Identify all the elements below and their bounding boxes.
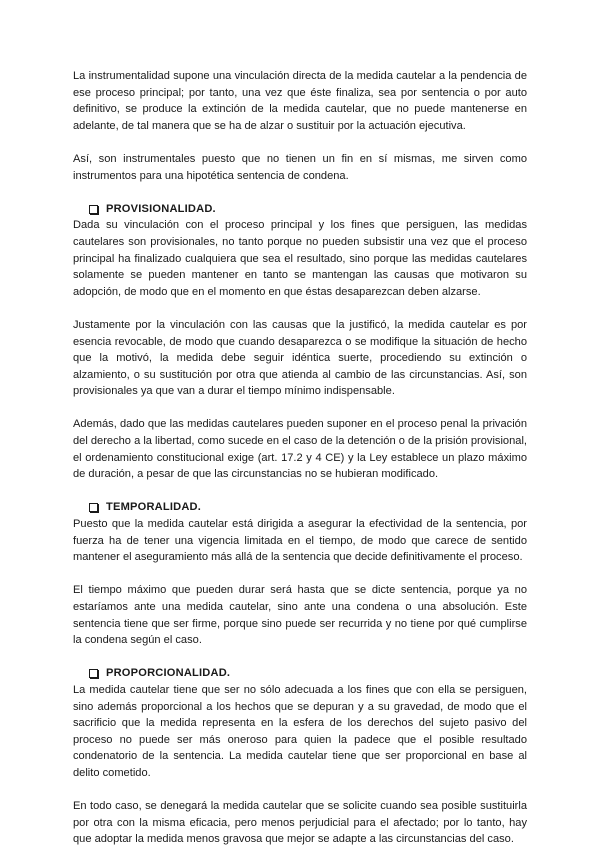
section-heading	[89, 499, 527, 516]
checkbox-bullet-icon	[89, 503, 98, 512]
section-paragraph: Puesto que la medida cautelar está dirigida a asegurar la efectividad de la sentencia, por fuerza ha de tener una vigencia limitada en el tiempo, de modo que carece de sentido mantener el aseguramiento más allá de la sentencia que decide definitivamente el proceso.	[73, 518, 527, 564]
section-paragraph: Además, dado que las medidas cautelares pueden suponer en el proceso penal la privación del derecho a la libertad, como sucede en el caso de la detención o de la prisión provisional, el ordenamiento constitucional exige (art. 17.2 y 4 CE) y la Ley establece un plazo máximo de duración, a pesar de que las circunstancias no se hubieran modificado.	[73, 418, 527, 481]
section-heading-text: PROVISIONALIDAD.	[106, 202, 216, 215]
section-paragraph: Justamente por la vinculación con las causas que la justificó, la medida cautelar es por esencia revocable, de modo que cuando desaparezca o se modifique la situación de hecho que la motivó, la medida debe seguir idéntica suerte, procediendo su extinción o alzamiento, o su sustitución por otra que atienda al cambio de las circunstancias. Así, son provisionales ya que van a durar el tiempo mínimo indispensable.	[73, 318, 527, 398]
section-heading	[89, 201, 527, 218]
section-provisionalidad	[73, 201, 527, 483]
intro-paragraph-1: La instrumentalidad supone una vinculación directa de la medida cautelar a la pendencia de ese proceso principal; por tanto, una vez que éste finaliza, sea por sentencia o por auto definitivo, se produce la extinción de la medida cautelar, que no puede mantenerse en adelante, de tal manera que se ha de alzar o sustituir por la actuación ejecutiva.	[73, 70, 527, 132]
section-heading	[89, 665, 527, 682]
section-paragraph: El tiempo máximo que pueden durar será hasta que se dicte sentencia, porque ya no estaríamos ante una medida cautelar, sino ante una condena o una absolución. Este sentencia tiene que ser firme, porque sino puede ser recurrida y no tiene por qué cumplirse la condena según el caso.	[73, 584, 527, 647]
section-heading-text: PROPORCIONALIDAD.	[106, 667, 231, 680]
section-paragraph: En todo caso, se denegará la medida cautelar que se solicite cuando sea posible sustituirla por otra con la misma eficacia, pero menos perjudicial para el afectado; por lo tanto, hay que adoptar la medida menos gravosa que mejor se adapte a las circunstancias del caso.	[73, 800, 527, 846]
intro-paragraph-2: Así, son instrumentales puesto que no tienen un fin en sí mismas, me sirven como instrumentos para una hipotética sentencia de condena.	[73, 152, 527, 182]
section-paragraph: Dada su vinculación con el proceso principal y los fines que persiguen, las medidas cautelares son provisionales, no tanto porque no pueden subsistir una vez que el proceso principal ha finalizado cualquiera que sea el resultado, sino porque las medidas cautelares solamente se pueden mantener en tanto se mantengan las causas que motivaron su adopción, de modo que en el momento en que éstas desaparezcan deben alzarse.	[73, 219, 527, 298]
section-paragraph: La medida cautelar tiene que ser no sólo adecuada a los fines que con ella se persiguen, sino además proporcional a los hechos que se depuran y a su gravedad, de modo que el sacrificio que la medida representa en la esfera de los derechos del sujeto pasivo del proceso no puede ser más oneroso para quien la padece que el posible resultado condenatorio de la sentencia. La medida cautelar tiene que ser proporcional en base al delito cometido.	[73, 683, 527, 779]
checkbox-bullet-icon	[89, 205, 98, 214]
document-page	[73, 68, 527, 865]
checkbox-bullet-icon	[89, 669, 98, 678]
section-proporcionalidad	[73, 665, 527, 848]
section-heading-text: TEMPORALIDAD.	[106, 501, 202, 514]
section-temporalidad	[73, 499, 527, 648]
